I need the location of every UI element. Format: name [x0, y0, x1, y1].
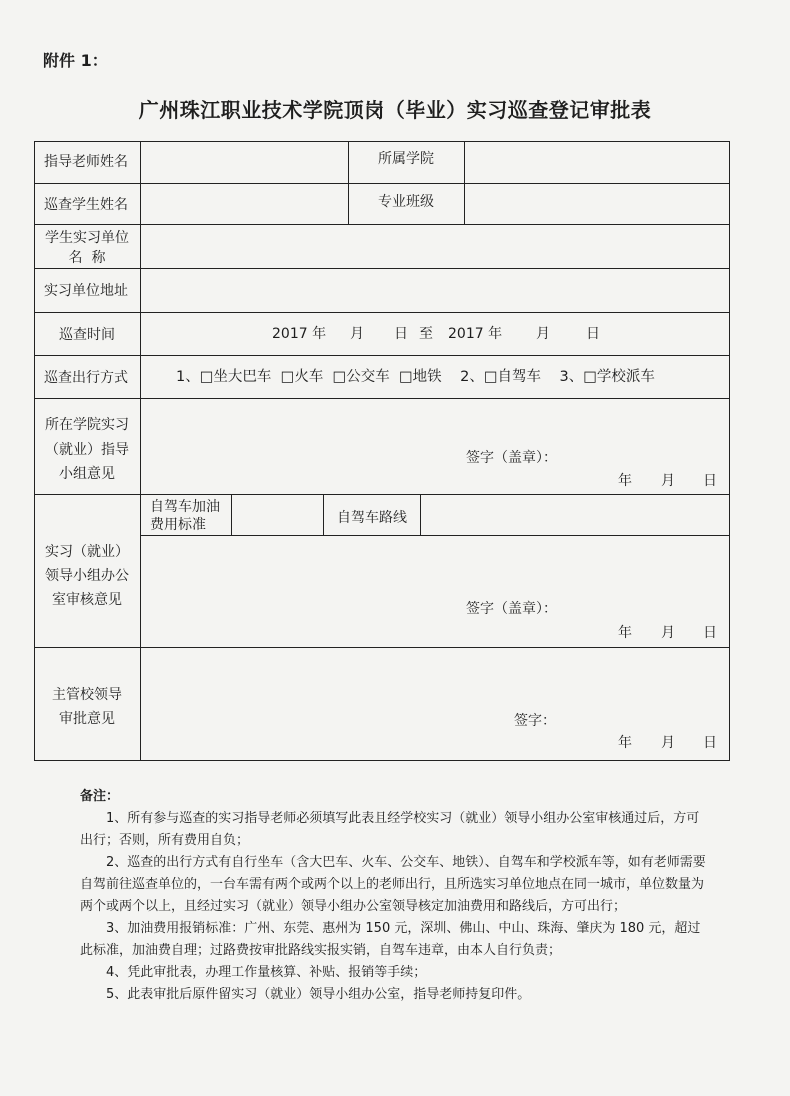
leader-sign: 签字： — [514, 713, 556, 729]
unit-name-label-line1: 学生实习单位 — [45, 230, 129, 246]
group-sign-seal: 签字（盖章）： — [466, 450, 557, 466]
office-opinion-label-line2: 领导小组办公 — [45, 568, 129, 584]
time-to: 至 — [419, 326, 433, 342]
row-divider — [34, 268, 730, 269]
row-divider — [34, 494, 730, 495]
table-border-top — [34, 141, 730, 142]
unit-name-label-line2: 名 称 — [68, 250, 106, 266]
group-opinion-label-line3: 小组意见 — [59, 466, 115, 482]
column-divider — [348, 141, 349, 225]
column-divider — [231, 494, 232, 536]
row-divider — [140, 535, 730, 536]
table-border-right — [729, 141, 730, 761]
form-title: 广州珠江职业技术学院顶岗（毕业）实习巡查登记审批表 — [138, 98, 652, 122]
row-divider — [34, 647, 730, 648]
row-divider — [34, 355, 730, 356]
college-label: 所属学院 — [378, 151, 434, 167]
leader-date-day: 日 — [703, 735, 717, 751]
group-opinion-label-line1: 所在学院实习 — [45, 417, 129, 433]
time-start-day: 日 — [394, 326, 408, 342]
leader-date-month: 月 — [661, 735, 675, 751]
student-name-label: 巡查学生姓名 — [44, 197, 128, 213]
fuel-standard-label-line1: 自驾车加油 — [150, 499, 220, 515]
group-date-month: 月 — [661, 473, 675, 489]
fuel-standard-label-line2: 费用标准 — [150, 517, 206, 533]
row-divider — [34, 183, 730, 184]
column-divider — [420, 494, 421, 536]
column-divider — [464, 141, 465, 225]
route-label: 自驾车路线 — [337, 510, 407, 526]
note-item-3: 3、加油费用报销标准：广州、东莞、惠州为 150 元，深圳、佛山、中山、珠海、肇庆为 180 元，超过此标准，加油费自理；过路费按审批路线实报实销，自驾车违章，由本人自行负责； — [80, 921, 701, 958]
time-end-month: 月 — [536, 326, 550, 342]
note-item-2: 2、巡查的出行方式有自行坐车（含大巴车、火车、公交车、地铁）、自驾车和学校派车等，如有老师需要自驾前往巡查单位的，一台车需有两个或两个以上的老师出行，且所选实习单位地点在同一城市，单位数量为两个或两个以上，且经过实习（就业）领导小组办公室领导核定加油费用和路线后，方可出行； — [80, 855, 706, 914]
table-border-bottom — [34, 760, 730, 761]
leader-date-year: 年 — [618, 735, 632, 751]
notes-section — [80, 786, 710, 1006]
unit-address-label: 实习单位地址 — [44, 283, 128, 299]
office-opinion-label-line1: 实习（就业） — [45, 544, 129, 560]
time-start-year: 2017 年 — [272, 326, 327, 342]
notes-title: 备注： — [80, 789, 120, 804]
time-end-year: 2017 年 — [448, 326, 503, 342]
time-end-day: 日 — [586, 326, 600, 342]
group-date-year: 年 — [618, 473, 632, 489]
office-date-year: 年 — [618, 625, 632, 641]
note-item-5: 5、此表审批后原件留实习（就业）领导小组办公室，指导老师持复印件。 — [106, 987, 531, 1002]
leader-opinion-label-line1: 主管校领导 — [52, 687, 122, 703]
transport-label: 巡查出行方式 — [44, 370, 128, 386]
row-divider — [34, 398, 730, 399]
office-sign-seal: 签字（盖章）： — [466, 601, 557, 617]
teacher-name-label: 指导老师姓名 — [44, 154, 128, 170]
transport-options: 1、□坐大巴车 □火车 □公交车 □地铁 2、□自驾车 3、□学校派车 — [176, 369, 655, 385]
row-divider — [34, 224, 730, 225]
office-opinion-label-line3: 室审核意见 — [52, 592, 122, 608]
inspection-time-label: 巡查时间 — [59, 327, 115, 343]
time-start-month: 月 — [350, 326, 364, 342]
column-divider — [323, 494, 324, 536]
group-opinion-label-line2: （就业）指导 — [45, 442, 129, 458]
attachment-label: 附件 1： — [43, 51, 108, 70]
leader-opinion-label-line2: 审批意见 — [59, 711, 115, 727]
note-item-4: 4、凭此审批表，办理工作量核算、补贴、报销等手续； — [106, 965, 427, 980]
class-label: 专业班级 — [378, 194, 434, 210]
label-column-divider — [140, 141, 141, 761]
note-item-1: 1、所有参与巡查的实习指导老师必须填写此表且经学校实习（就业）领导小组办公室审核通过后，方可出行；否则，所有费用自负； — [80, 811, 700, 848]
office-date-month: 月 — [661, 625, 675, 641]
row-divider — [34, 312, 730, 313]
office-date-day: 日 — [703, 625, 717, 641]
group-date-day: 日 — [703, 473, 717, 489]
